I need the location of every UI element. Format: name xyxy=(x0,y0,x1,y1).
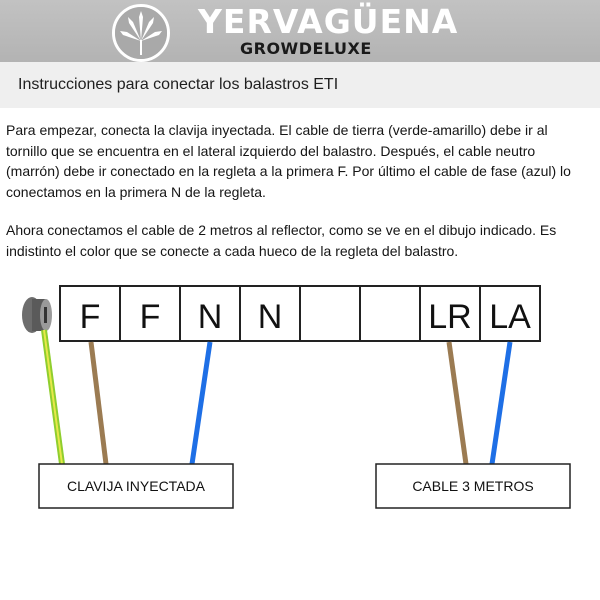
logo-leaf-icon xyxy=(112,4,170,62)
sub-brand: GROWDELUXE xyxy=(240,39,372,58)
cable-box-label: CABLE 3 METROS xyxy=(412,478,534,494)
ground-screw-icon xyxy=(22,297,52,333)
cable-box xyxy=(376,464,570,508)
plug-box-label: CLAVIJA INYECTADA xyxy=(67,478,205,494)
earth-wire xyxy=(44,330,62,464)
terminal-label: LA xyxy=(489,298,531,336)
brand-name: YERVAGÜENA xyxy=(198,2,459,41)
wiring-diagram xyxy=(0,280,600,520)
paragraph-1: Para empezar, conecta la clavija inyectada. El cable de tierra (verde-amarillo) debe ir al tornillo que se encuentra en el lateral izquierdo del balastro. Después, el cable neutro (marrón) debe ir conectado en la regleta a la primera F. Por último el cable de fase (azul) lo conectamos en la primera N de la regleta. xyxy=(6,122,571,200)
reflector-wire-blue xyxy=(492,342,510,464)
terminal-label: LR xyxy=(428,298,472,336)
reflector-wire-brown xyxy=(449,342,466,464)
terminal-label: F xyxy=(79,298,101,336)
terminal-label: N xyxy=(197,298,223,336)
page-title: Instrucciones para conectar los balastros ETI xyxy=(18,76,339,93)
header-banner xyxy=(0,0,600,62)
terminal-label: F xyxy=(139,298,161,336)
paragraph-2: Ahora conectamos el cable de 2 metros al reflector, como se ve en el dibujo indicado. Es indistinto el color que se conecte a cada hueco de la regleta del balastro. xyxy=(6,222,557,259)
neutral-wire xyxy=(91,342,106,464)
plug-box xyxy=(39,464,233,508)
phase-wire xyxy=(192,342,210,464)
title-bar xyxy=(0,62,600,108)
terminal-label: N xyxy=(257,298,283,336)
instructions-text xyxy=(6,120,591,279)
terminal-strip xyxy=(60,286,540,341)
